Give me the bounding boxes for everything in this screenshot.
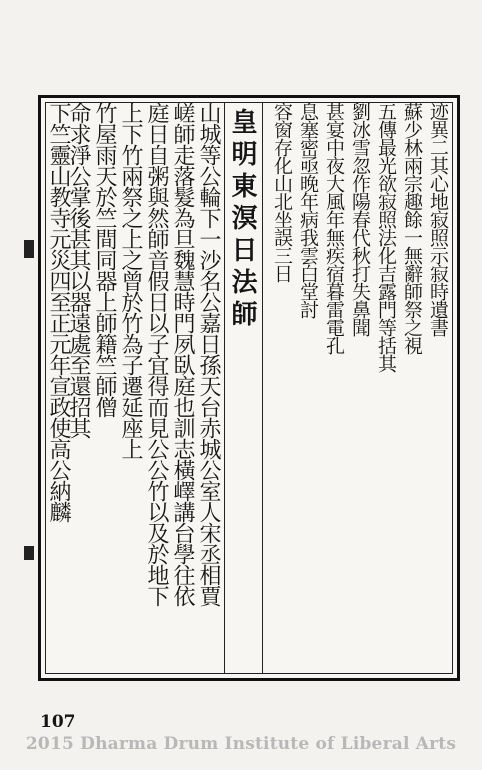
column-divider: [224, 102, 225, 674]
margin-mark: [24, 240, 34, 258]
text-column: 息塞密亟晚年病我雲白堂討: [297, 102, 319, 318]
page-number: 107: [40, 712, 76, 732]
text-column: 竹屋雨天於竺間同器上師籍竺師僧: [92, 102, 117, 417]
text-column: 甚宴中夜大風年無疾宿暮雷電孔: [323, 102, 345, 354]
text-column: 山城等公輪下一沙名公嘉日孫天台赤城公室人宋丞相賈: [196, 102, 221, 606]
text-column: 庭日自粥與然師音假日以子宜得而見公公竹以及於地下: [144, 102, 169, 606]
section-title: 皇明東溟日法師: [227, 108, 257, 332]
page-frame: [38, 95, 460, 681]
text-column: 上下竹兩祭之上之曾於竹為子遷延座上: [118, 102, 143, 459]
text-column: 五傳最光欲寂照法化吉露門等括其: [375, 102, 397, 372]
text-column: 容窗存化山北坐誤三日: [271, 102, 293, 282]
text-column: 嵯師走落髮為旦魏慧時門夙臥庭也訓志橫嶧講台學往依: [170, 102, 195, 606]
text-column: 命求淨公掌後甚其以器遠處至還招其: [66, 102, 91, 438]
text-column: 下竺靈山教寺元災四至正元年宣政使高公納麟: [46, 102, 71, 522]
text-column: 蘇少林兩宗趣餘一無辭師祭之視: [401, 102, 423, 354]
text-column: 迹異二其心地寂照示寂時遺書: [427, 102, 449, 336]
watermark: 2015 Dharma Drum Institute of Liberal Arts: [25, 734, 457, 754]
text-column: 劉冰雪忽作陽春代秋打失鼻聞: [349, 102, 371, 336]
column-divider: [262, 102, 263, 674]
margin-mark: [24, 546, 34, 560]
